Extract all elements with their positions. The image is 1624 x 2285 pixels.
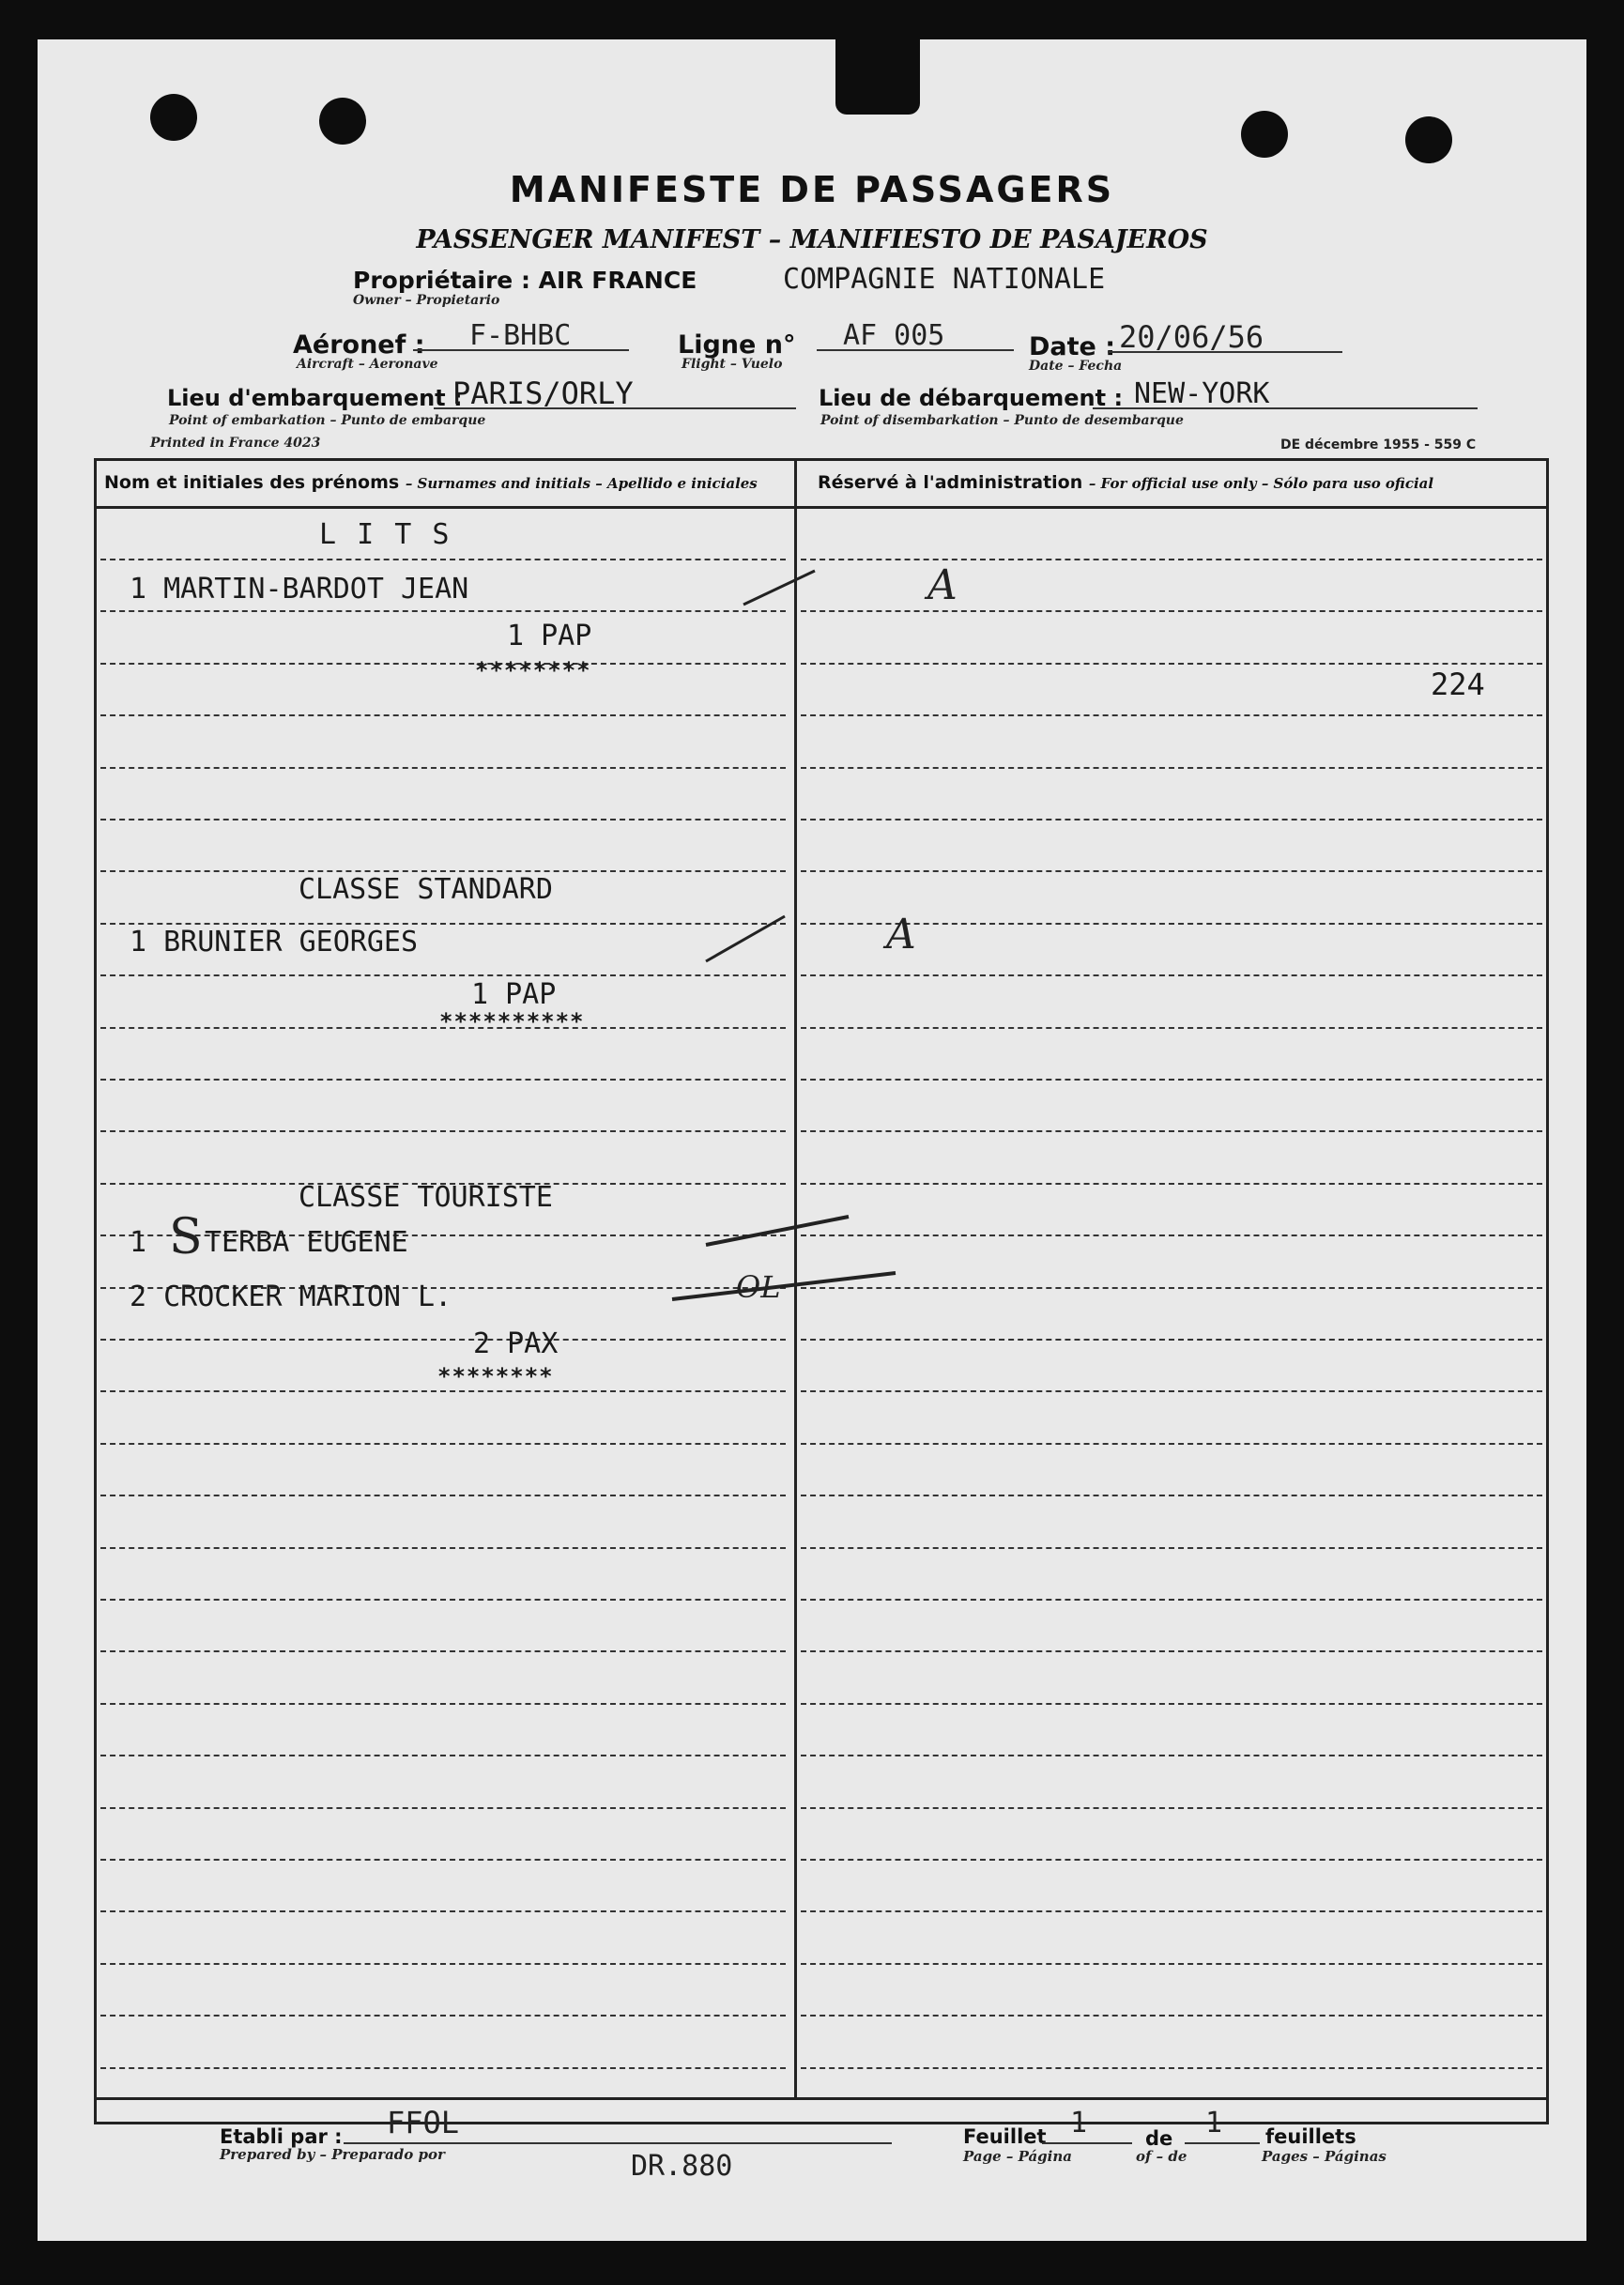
col-left-sub: – Surnames and initials – Apellido e iniciales xyxy=(405,475,758,492)
sheet-value: 1 xyxy=(1070,2107,1088,2139)
flight-label: Ligne n° xyxy=(678,330,796,360)
check-stroke xyxy=(743,571,815,605)
disembark-label: Lieu de débarquement : xyxy=(819,385,1124,411)
embark-label: Lieu d'embarquement : xyxy=(167,385,463,411)
date-label: Date : xyxy=(1029,332,1116,361)
of-value: 1 xyxy=(1205,2107,1223,2139)
embark-value: PARIS/ORLY xyxy=(452,376,634,411)
section-classe-touriste: CLASSE TOURISTE xyxy=(299,1181,553,1214)
handwritten-note: OL xyxy=(736,1269,781,1305)
embark-sub: Point of embarkation – Punto de embarque xyxy=(169,413,486,428)
page-title: MANIFESTE DE PASSAGERS xyxy=(509,169,1115,210)
col-right-title: Réservé à l'administration xyxy=(818,472,1083,493)
passenger-row: 2 CROCKER MARION L. xyxy=(130,1281,452,1313)
pages-label: feuillets xyxy=(1265,2125,1356,2148)
owner-label: Propriétaire : AIR FRANCE xyxy=(353,267,697,294)
check-stroke xyxy=(706,916,785,961)
separator-stars: ******** xyxy=(437,1363,554,1389)
passenger-row: TERBA EUGENE xyxy=(205,1226,408,1259)
prepared-label: Etabli par : xyxy=(220,2125,343,2148)
aircraft-sub: Aircraft – Aeronave xyxy=(297,357,438,372)
section-lits: L I T S xyxy=(319,518,452,551)
sheet-sub: Page – Página xyxy=(963,2148,1072,2165)
prepared-sub: Prepared by – Preparado por xyxy=(220,2146,445,2163)
page-subtitle: PASSENGER MANIFEST – MANIFIESTO DE PASAJEROS xyxy=(416,225,1208,254)
passenger-row: 1 BRUNIER GEORGES xyxy=(130,926,419,958)
section-classe-standard: CLASSE STANDARD xyxy=(299,873,553,906)
separator-stars: ******** xyxy=(475,657,591,683)
official-number: 224 xyxy=(1431,667,1485,702)
form-code: DE décembre 1955 - 559 C xyxy=(1280,437,1477,452)
passenger-count: 2 PAX xyxy=(473,1327,559,1360)
date-value: 20/06/56 xyxy=(1119,319,1264,355)
check-stroke xyxy=(706,1217,849,1245)
aircraft-value: F-BHBC xyxy=(469,319,572,352)
prepared-line xyxy=(344,2142,892,2144)
date-sub: Date – Fecha xyxy=(1029,359,1123,374)
of-line xyxy=(1185,2142,1260,2144)
printed-note: Printed in France 4023 xyxy=(150,436,321,451)
passenger-count: 1 PAP xyxy=(507,620,592,652)
col-right-sub: – For official use only – Sólo para uso oficial xyxy=(1088,475,1434,492)
aircraft-label: Aéronef : xyxy=(293,330,425,360)
sheet-line xyxy=(1042,2142,1132,2144)
owner-value: COMPAGNIE NATIONALE xyxy=(783,263,1106,296)
of-label: de xyxy=(1145,2127,1173,2150)
official-mark: A xyxy=(886,911,916,958)
prepared-value: FFOL xyxy=(387,2105,460,2140)
separator-stars: ********** xyxy=(439,1008,585,1035)
check-stroke xyxy=(672,1273,896,1299)
disembark-sub: Point of disembarkation – Punto de desembarque xyxy=(820,413,1184,428)
col-left-title: Nom et initiales des prénoms xyxy=(104,472,400,493)
owner-sub: Owner – Propietario xyxy=(353,293,500,308)
passenger-row: 1 MARTIN-BARDOT JEAN xyxy=(130,573,469,606)
sheet-label: Feuillet xyxy=(963,2125,1047,2148)
passenger-number: 1 xyxy=(130,1226,147,1259)
reference-code: DR.880 xyxy=(631,2150,733,2183)
flight-value: AF 005 xyxy=(843,319,945,352)
passenger-count: 1 PAP xyxy=(471,978,557,1011)
of-sub: of – de xyxy=(1136,2148,1187,2165)
disembark-value: NEW-YORK xyxy=(1134,377,1270,410)
pages-sub: Pages – Páginas xyxy=(1262,2148,1387,2165)
official-mark: A xyxy=(927,561,958,609)
flight-sub: Flight – Vuelo xyxy=(682,357,783,372)
handwritten-initial: S xyxy=(169,1209,203,1265)
